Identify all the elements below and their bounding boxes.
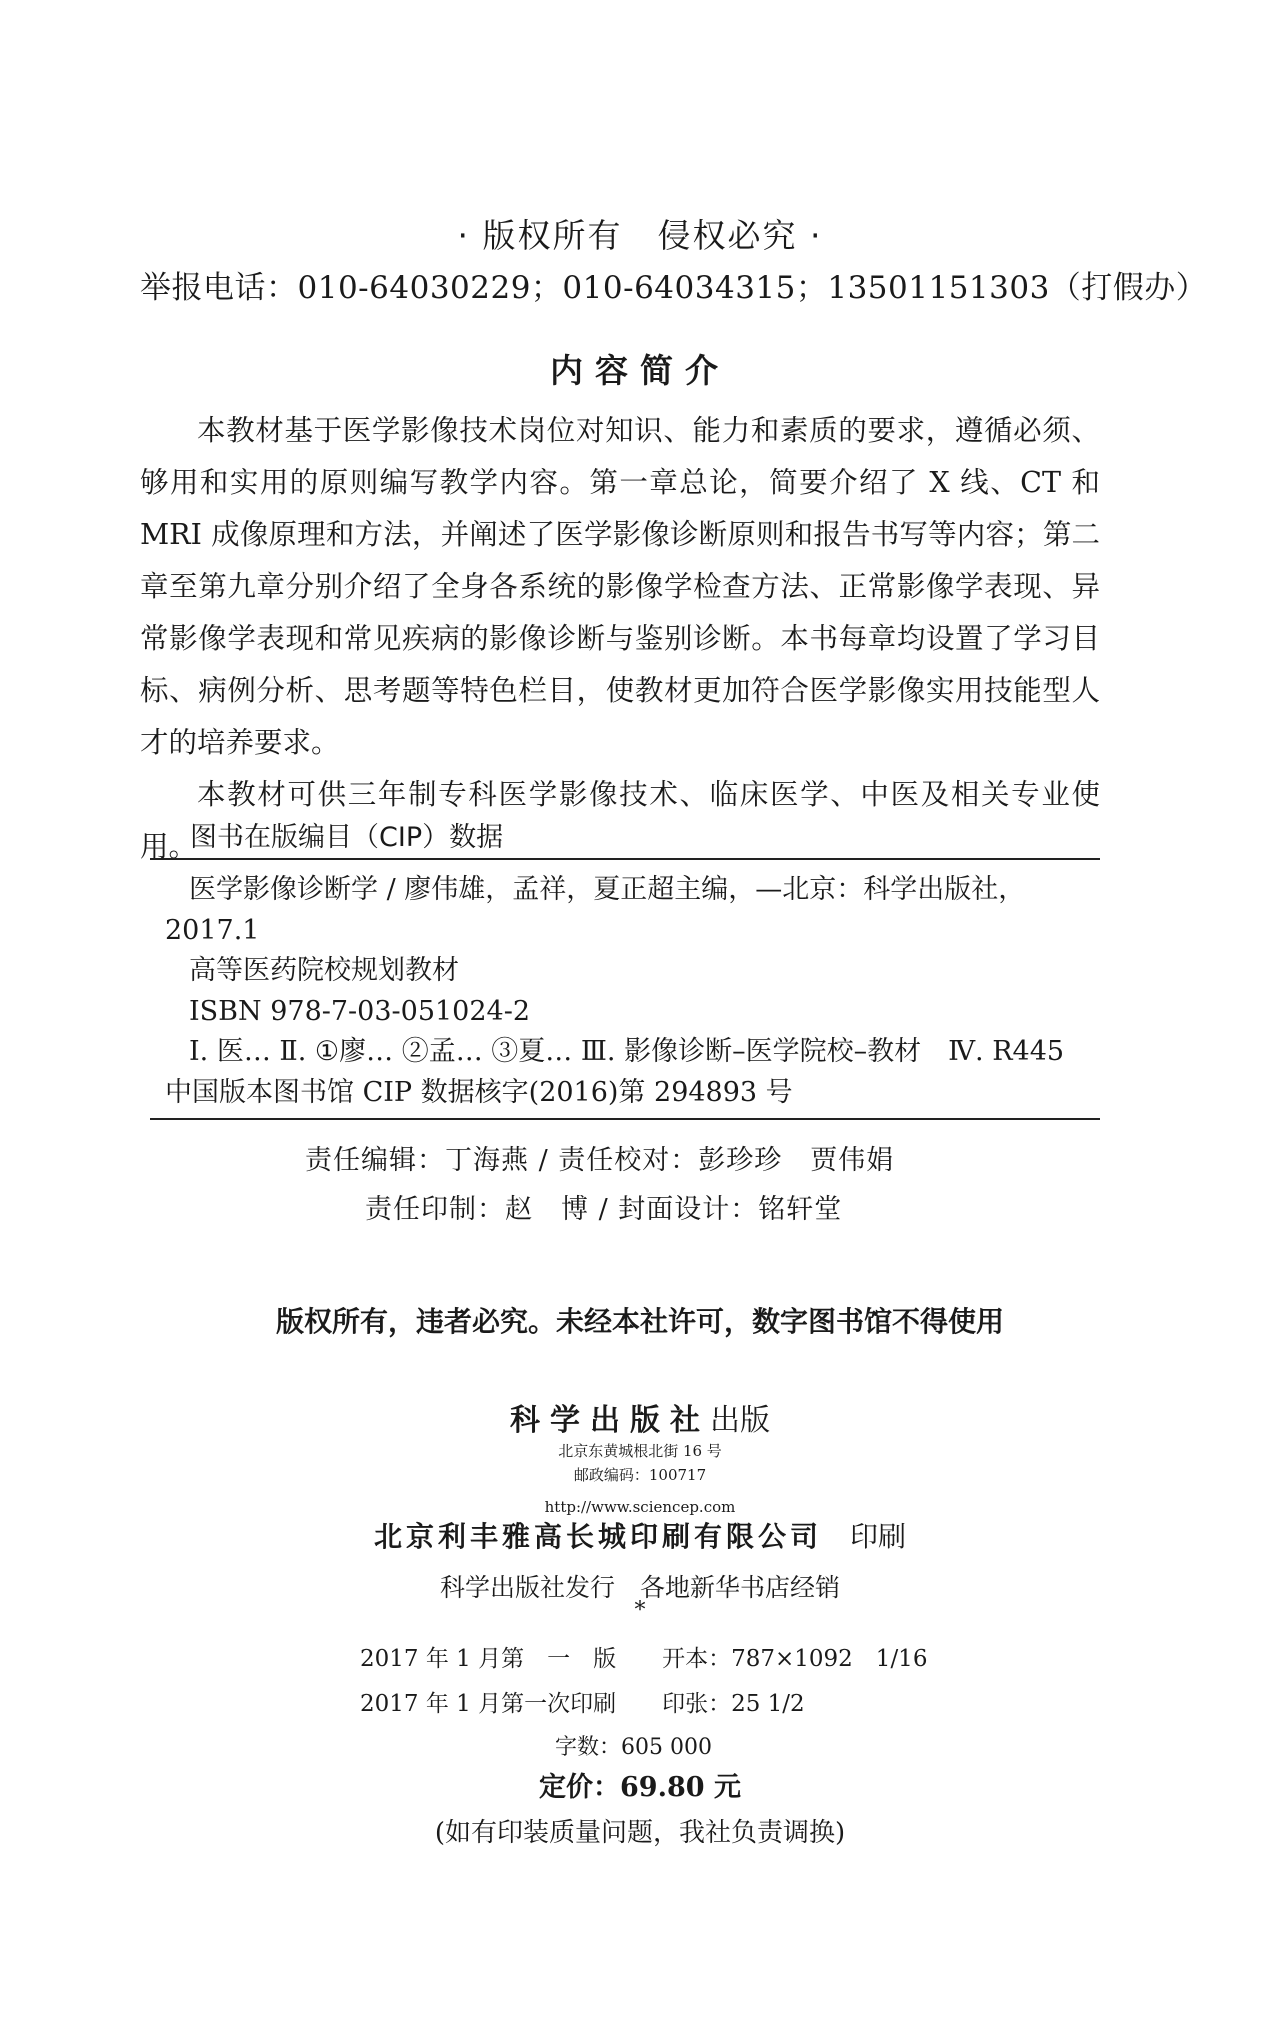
print-credits: 责任印制：赵 博 / 封面设计：铭轩堂: [365, 1194, 843, 1225]
report-phone-line: 举报电话：010-64030229；010-64034315；13501151303（打假办）: [140, 270, 1208, 306]
cip-line: 高等医药院校规划教材: [189, 955, 459, 986]
printer-suffix: 印刷: [850, 1520, 907, 1553]
word-count: 字数：605 000: [555, 1735, 712, 1760]
cip-line: 中国版本图书馆 CIP 数据核字(2016)第 294893 号: [165, 1076, 793, 1108]
publisher-url: http://www.sciencep.com: [544, 1498, 736, 1516]
cip-line: ISBN 978-7-03-051024-2: [189, 995, 531, 1027]
price: 定价：69.80 元: [539, 1772, 741, 1803]
printing-info: 2017 年 1 月第一次印刷 印张：25 1/2: [360, 1691, 805, 1717]
cip-bottom-rule: [150, 1118, 1100, 1120]
cip-heading: 图书在版编目（CIP）数据: [190, 822, 504, 853]
publisher-address: 北京东黄城根北街 16 号: [558, 1442, 722, 1460]
publisher-line: [0, 1395, 1280, 1439]
summary-paragraph: 本教材基于医学影像技术岗位对知识、能力和素质的要求，遵循必须、够用和实用的原则编写教学内容。第一章总论，简要介绍了 X 线、CT 和 MRI 成像原理和方法，并阐述了医学影像诊断原则和报告书写等内容；第二章至第九章分别介绍了全身各系统的影像学检查方法、正常影像学表现、异常影像学表现和常见疾病的影像诊断与鉴别诊断。本书每章均设置了学习目标、病例分析、思考题等特色栏目，使教材更加符合医学影像实用技能型人才的培养要求。: [140, 414, 1100, 759]
publisher-suffix: 出版: [710, 1403, 770, 1438]
publisher-name: 科学出版社: [510, 1403, 710, 1438]
editor-credits: 责任编辑：丁海燕 / 责任校对：彭珍珍 贾伟娟: [305, 1145, 895, 1176]
summary-heading: 内容简介: [550, 351, 730, 390]
cip-top-rule: [150, 858, 1100, 860]
cip-line: 医学影像诊断学 / 廖伟雄，孟祥，夏正超主编，—北京：科学出版社，: [189, 874, 1026, 905]
cip-line: 2017.1: [165, 914, 260, 946]
summary-body: [140, 405, 1100, 873]
printer-line: [0, 1515, 1280, 1555]
edition-info: 2017 年 1 月第 一 版 开本：787×1092 1/16: [360, 1646, 928, 1672]
cip-record: [165, 870, 1095, 1113]
separator-star: *: [634, 1598, 646, 1623]
distribution-line: 科学出版社发行 各地新华书店经销: [439, 1573, 840, 1602]
quality-note: (如有印装质量问题，我社负责调换): [434, 1818, 846, 1848]
rights-notice: 版权所有，违者必究。未经本社许可，数字图书馆不得使用: [275, 1305, 1004, 1338]
publisher-postcode: 邮政编码：100717: [573, 1466, 707, 1484]
summary-paragraph: 本教材可供三年制专科医学影像技术、临床医学、中医及相关专业使用。: [140, 778, 1100, 863]
cip-line: Ⅰ. 医… Ⅱ. ①廖… ②孟… ③夏… Ⅲ. 影像诊断–医学院校–教材 Ⅳ. R445: [189, 1036, 1065, 1067]
printer-name: 北京利丰雅高长城印刷有限公司: [373, 1520, 822, 1553]
copyright-title: · 版权所有 侵权必究 ·: [457, 216, 823, 255]
